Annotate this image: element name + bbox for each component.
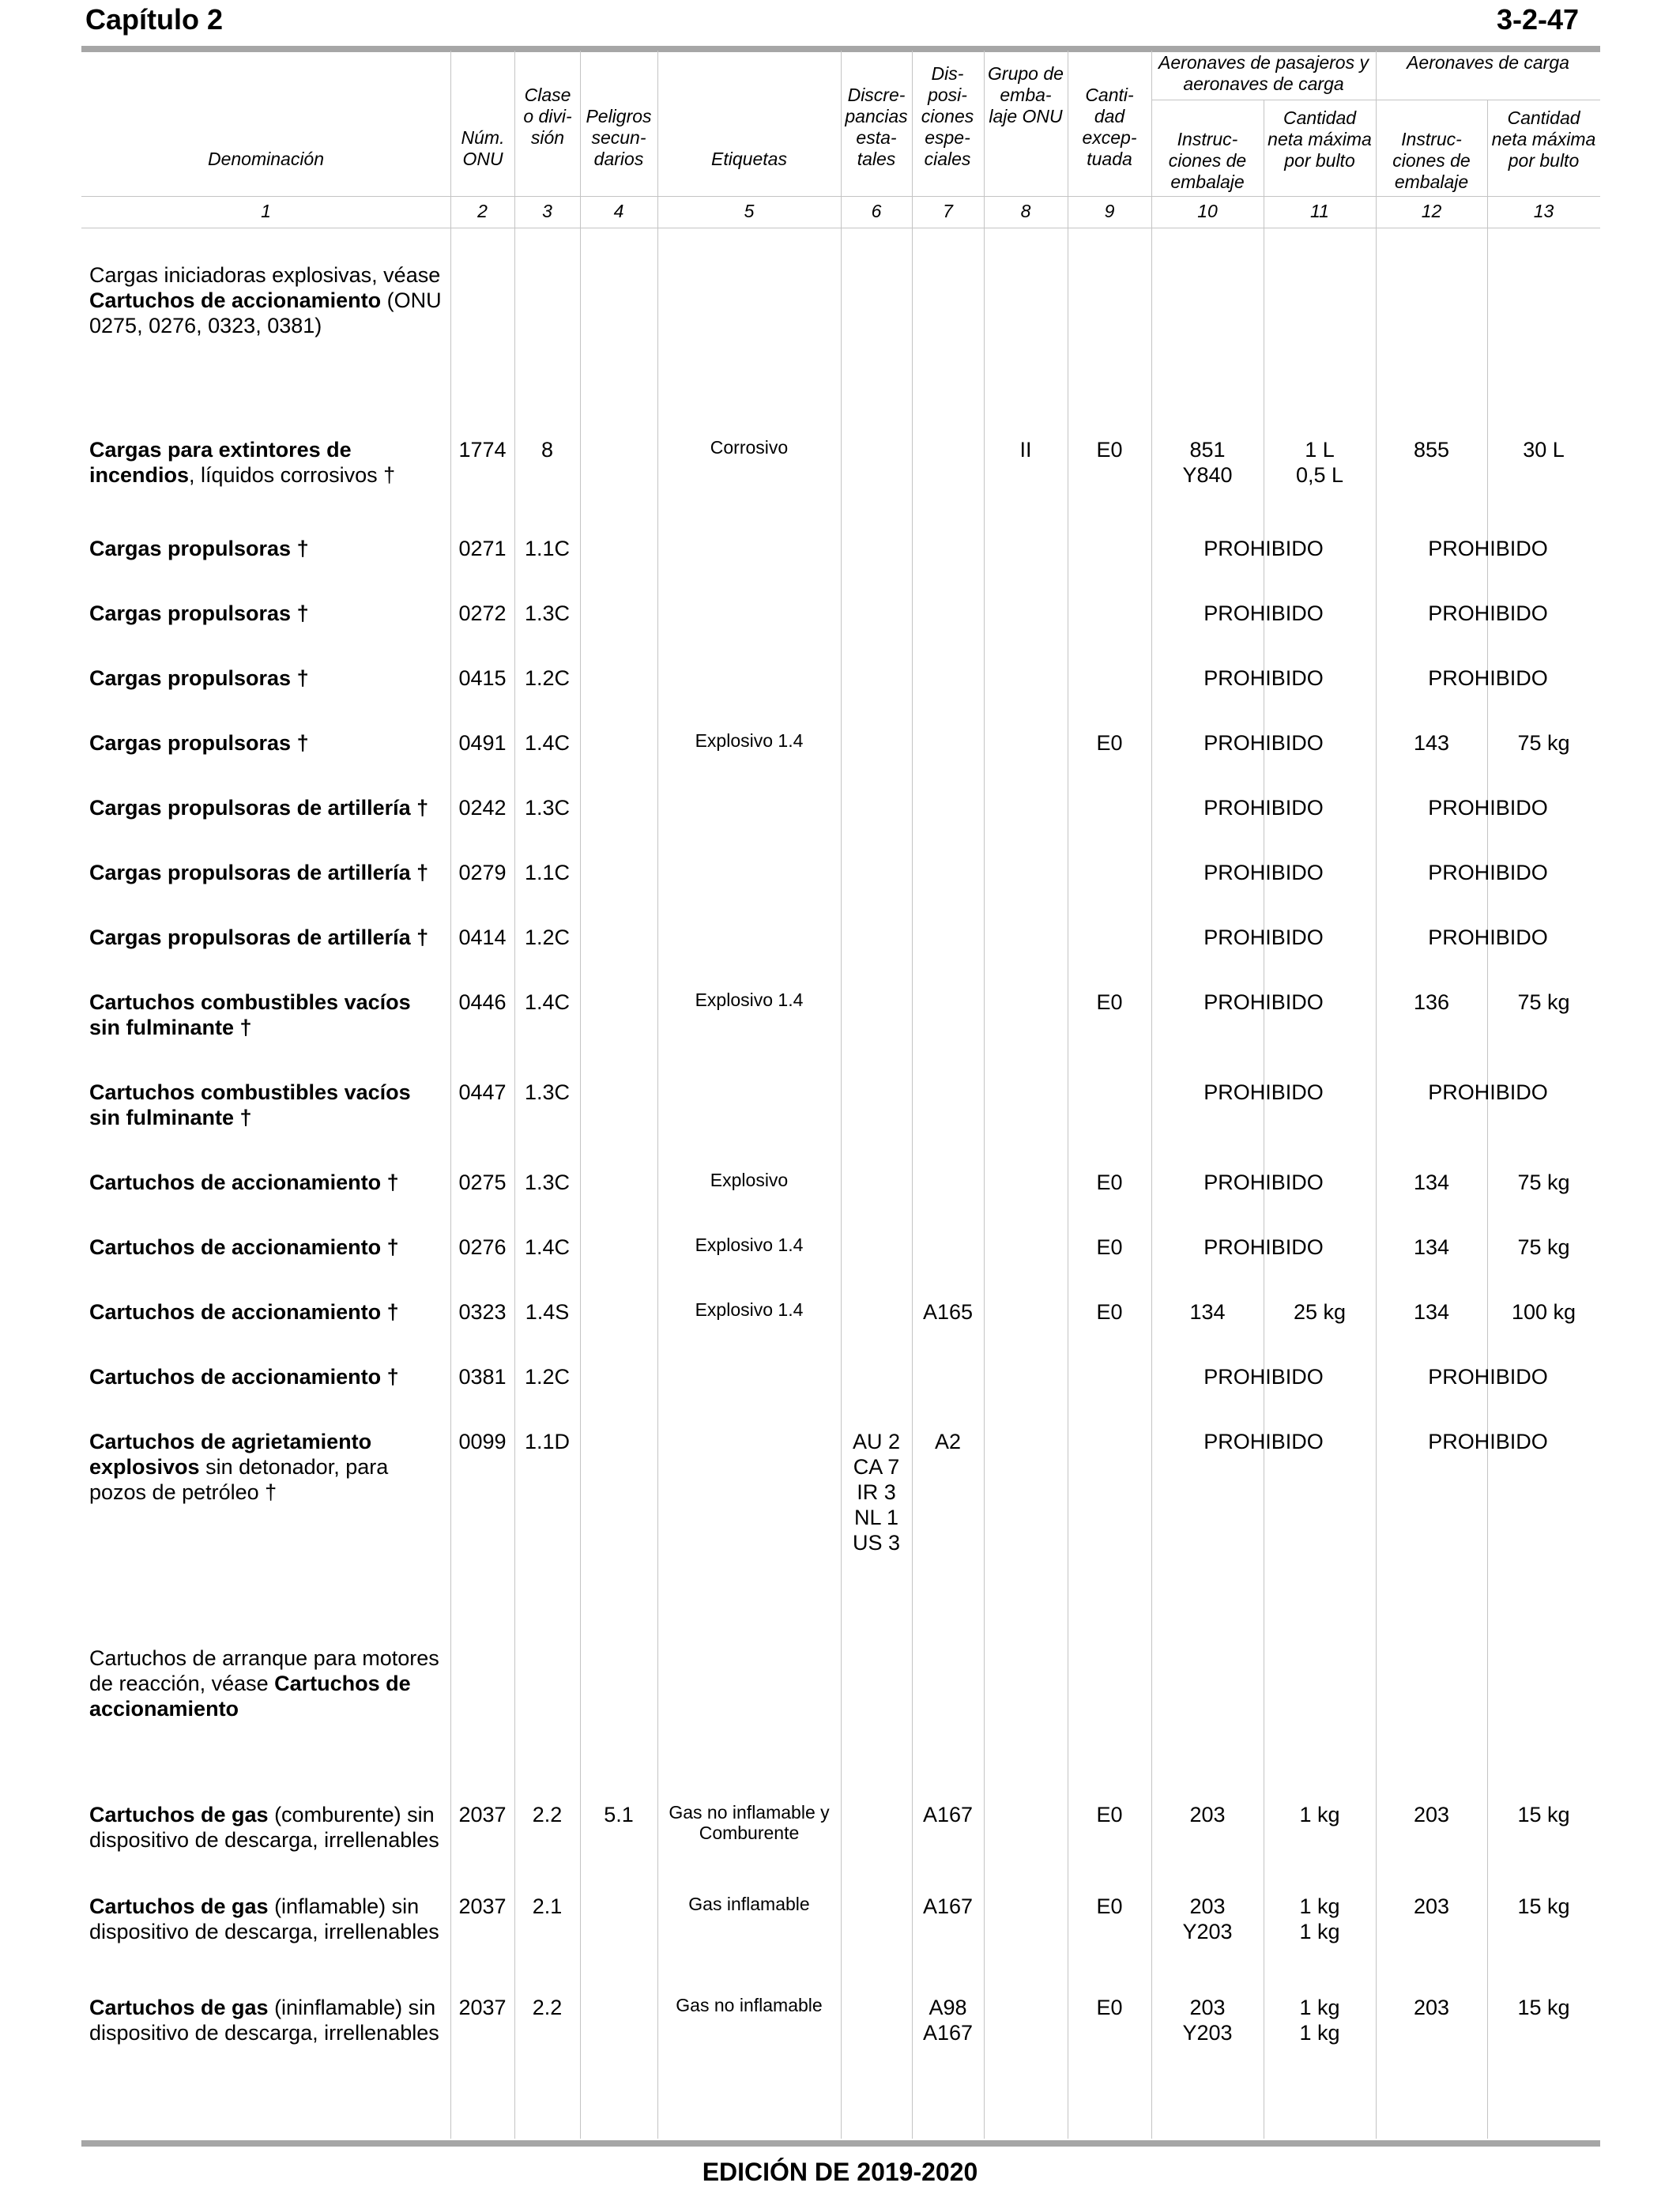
un-number: 0242: [458, 796, 507, 820]
un-number: 0275: [458, 1171, 507, 1194]
excepted-quantity: E0: [1096, 990, 1123, 1014]
pax-forbidden: PROHIBIDO: [1203, 1365, 1324, 1389]
special-provisions: A165: [922, 1300, 974, 1324]
col-header-class: Clase o divi- sión: [523, 85, 572, 148]
name-part: Cargas propulsoras de artillería †: [89, 861, 429, 884]
pax-forbidden: PROHIBIDO: [1203, 861, 1324, 884]
col-number: 13: [1533, 201, 1554, 221]
special-provisions: A167: [922, 1803, 974, 1826]
un-number: 0415: [458, 666, 507, 690]
state-variations: AU 2 CA 7 IR 3 NL 1 US 3: [852, 1430, 901, 1555]
pax-packing-instruction: 203 Y203: [1182, 1894, 1233, 1943]
proper-shipping-name: [89, 1235, 446, 1260]
name-part: Cartuchos de gas: [89, 1803, 269, 1826]
cargo-forbidden: PROHIBIDO: [1428, 796, 1548, 820]
col-header-pax-max-qty: Cantidad neta máxima por bulto: [1268, 107, 1372, 171]
col-number: 3: [542, 201, 552, 221]
cargo-packing-instruction: 855: [1413, 438, 1450, 462]
proper-shipping-name: [89, 437, 446, 488]
class-division: 8: [541, 438, 554, 462]
pax-forbidden: PROHIBIDO: [1203, 666, 1324, 690]
cargo-packing-instruction: 203: [1413, 1803, 1450, 1826]
pax-packing-instruction: 851 Y840: [1182, 438, 1233, 487]
chapter-title: Capítulo 2: [85, 3, 224, 36]
col-header-packing-group: Grupo de emba- laje ONU: [988, 63, 1064, 126]
hazard-label: Gas inflamable: [688, 1894, 810, 1914]
name-part: Cargas propulsoras †: [89, 537, 309, 560]
col-number: 7: [943, 201, 953, 221]
un-number: 1774: [458, 438, 507, 462]
proper-shipping-name: [89, 925, 446, 950]
proper-shipping-name: [89, 1170, 446, 1195]
pax-forbidden: PROHIBIDO: [1203, 731, 1324, 755]
un-number: 0446: [458, 990, 507, 1014]
name-part: Cartuchos de accionamiento: [89, 1672, 411, 1721]
proper-shipping-name: [89, 536, 446, 561]
cargo-max-quantity: 75 kg: [1517, 1171, 1570, 1194]
cargo-packing-instruction: 134: [1413, 1300, 1450, 1324]
excepted-quantity: E0: [1096, 1803, 1123, 1826]
pax-max-quantity: 1 L 0,5 L: [1295, 438, 1344, 487]
class-division: 1.4S: [525, 1300, 570, 1324]
excepted-quantity: E0: [1096, 731, 1123, 755]
pax-forbidden: PROHIBIDO: [1203, 601, 1324, 625]
proper-shipping-name: [89, 601, 446, 626]
proper-shipping-name: [89, 262, 446, 338]
col-number: 9: [1104, 201, 1115, 221]
cargo-max-quantity: 15 kg: [1517, 1803, 1570, 1826]
name-part: sin detonador, para pozos de petróleo †: [89, 1455, 389, 1504]
un-number: 0271: [458, 537, 507, 560]
col-number: 5: [744, 201, 755, 221]
excepted-quantity: E0: [1096, 1300, 1123, 1324]
cargo-packing-instruction: 143: [1413, 731, 1450, 755]
proper-shipping-name: [89, 1646, 446, 1721]
hazard-label: Corrosivo: [710, 437, 789, 458]
excepted-quantity: E0: [1096, 1894, 1123, 1918]
pax-forbidden: PROHIBIDO: [1203, 1080, 1324, 1104]
col-number: 2: [477, 201, 488, 221]
class-division: 1.3C: [524, 1171, 571, 1194]
col-header-excepted-qty: Canti- dad excep- tuada: [1082, 85, 1137, 169]
excepted-quantity: E0: [1096, 1171, 1123, 1194]
un-number: 0272: [458, 601, 507, 625]
name-part: Cartuchos de accionamiento: [89, 288, 382, 312]
proper-shipping-name: [89, 730, 446, 756]
un-number: 0381: [458, 1365, 507, 1389]
cargo-max-quantity: 100 kg: [1511, 1300, 1576, 1324]
excepted-quantity: E0: [1096, 438, 1123, 462]
cargo-packing-instruction: 136: [1413, 990, 1450, 1014]
col-number: 4: [613, 201, 624, 221]
un-number: 2037: [458, 1803, 507, 1826]
name-part: Cartuchos de agrietamiento explosivos: [89, 1430, 372, 1479]
name-part: Cartuchos de arranque para motores de reacción, véase: [89, 1646, 439, 1695]
class-division: 2.2: [532, 1803, 563, 1826]
class-division: 1.4C: [524, 990, 571, 1014]
page-number: 3-2-47: [1496, 3, 1579, 36]
pax-forbidden: PROHIBIDO: [1203, 1171, 1324, 1194]
proper-shipping-name: [89, 1080, 446, 1130]
name-part: Cargas para extintores de incendios: [89, 438, 352, 487]
col-header-labels: Etiquetas: [711, 149, 787, 169]
cargo-max-quantity: 30 L: [1523, 438, 1565, 462]
col-header-cargo-aircraft: Aeronaves de carga: [1407, 52, 1569, 73]
proper-shipping-name: [89, 860, 446, 885]
class-division: 2.1: [532, 1894, 563, 1918]
class-division: 1.2C: [524, 925, 571, 949]
col-header-variations: Discre- pancias esta- tales: [845, 85, 908, 169]
col-header-un: Núm. ONU: [461, 127, 505, 169]
un-number: 0323: [458, 1300, 507, 1324]
col-number: 1: [261, 201, 271, 221]
pax-forbidden: PROHIBIDO: [1203, 990, 1324, 1014]
cargo-forbidden: PROHIBIDO: [1428, 1430, 1548, 1453]
name-part: Cargas propulsoras †: [89, 731, 309, 755]
col-header-subsidiary: Peligros secun- darios: [586, 106, 652, 169]
cargo-packing-instruction: 203: [1413, 1894, 1450, 1918]
cargo-packing-instruction: 134: [1413, 1235, 1450, 1259]
special-provisions: A98 A167: [922, 1996, 974, 2045]
excepted-quantity: E0: [1096, 1996, 1123, 2019]
proper-shipping-name: [89, 1429, 446, 1505]
col-header-passenger-aircraft: Aeronaves de pasajeros y aeronaves de carga: [1158, 52, 1369, 94]
class-division: 1.3C: [524, 601, 571, 625]
class-division: 1.4C: [524, 1235, 571, 1259]
cargo-forbidden: PROHIBIDO: [1428, 1080, 1548, 1104]
cargo-packing-instruction: 134: [1413, 1171, 1450, 1194]
pax-max-quantity: 1 kg 1 kg: [1299, 1894, 1340, 1943]
cargo-max-quantity: 15 kg: [1517, 1996, 1570, 2019]
un-number: 0279: [458, 861, 507, 884]
class-division: 1.1C: [524, 537, 571, 560]
special-provisions: A167: [922, 1894, 974, 1918]
class-division: 1.1C: [524, 861, 571, 884]
pax-forbidden: PROHIBIDO: [1203, 537, 1324, 560]
name-part: Cargas propulsoras †: [89, 601, 309, 625]
proper-shipping-name: [89, 665, 446, 691]
un-number: 0447: [458, 1080, 507, 1104]
class-division: 2.2: [532, 1996, 563, 2019]
header-divider: [81, 196, 1600, 197]
col-number: 11: [1310, 201, 1329, 221]
cargo-forbidden: PROHIBIDO: [1428, 1365, 1548, 1389]
proper-shipping-name: [89, 1364, 446, 1389]
name-part: , líquidos corrosivos †: [189, 463, 396, 487]
hazard-label: Gas no inflamable: [676, 1995, 823, 2015]
col-header-special-provisions: Dis- posi- ciones espe- ciales: [921, 63, 974, 169]
col-number: 12: [1421, 201, 1442, 221]
pax-max-quantity: 1 kg: [1299, 1803, 1340, 1826]
col-header-cargo-max-qty: Cantidad neta máxima por bulto: [1491, 107, 1596, 171]
class-division: 1.2C: [524, 666, 571, 690]
col-header-cargo-packing-instr: Instruc- ciones de embalaje: [1392, 129, 1471, 192]
un-number: 0414: [458, 925, 507, 949]
column-divider: [1487, 100, 1488, 2139]
class-division: 1.2C: [524, 1365, 571, 1389]
col-number: 10: [1197, 201, 1218, 221]
cargo-max-quantity: 75 kg: [1517, 990, 1570, 1014]
pax-packing-instruction: 134: [1189, 1300, 1226, 1324]
pax-forbidden: PROHIBIDO: [1203, 1430, 1324, 1453]
proper-shipping-name: [89, 1995, 446, 2045]
edition-footer: EDICIÓN DE 2019-2020: [702, 2158, 978, 2186]
cargo-max-quantity: 15 kg: [1517, 1894, 1570, 1918]
un-number: 0276: [458, 1235, 507, 1259]
name-part: Cartuchos combustibles vacíos sin fulminante †: [89, 1080, 411, 1129]
name-part: (comburente) sin dispositivo de descarga, irrellenables: [89, 1803, 439, 1852]
excepted-quantity: E0: [1096, 1235, 1123, 1259]
cargo-forbidden: PROHIBIDO: [1428, 925, 1548, 949]
name-part: Cargas propulsoras de artillería †: [89, 925, 429, 949]
name-part: Cargas iniciadoras explosivas, véase: [89, 263, 441, 287]
subsidiary-hazard: 5.1: [604, 1803, 634, 1826]
pax-max-quantity: 25 kg: [1293, 1300, 1347, 1324]
hazard-label: Gas no inflamable y Comburente: [669, 1802, 830, 1843]
name-part: Cartuchos de accionamiento †: [89, 1300, 399, 1324]
proper-shipping-name: [89, 1299, 446, 1325]
col-number: 6: [871, 201, 882, 221]
cargo-packing-instruction: 203: [1413, 1996, 1450, 2019]
un-number: 2037: [458, 1996, 507, 2019]
name-part: Cartuchos combustibles vacíos sin fulminante †: [89, 990, 411, 1039]
hazard-label: Explosivo 1.4: [695, 1235, 804, 1255]
cargo-forbidden: PROHIBIDO: [1428, 601, 1548, 625]
proper-shipping-name: [89, 1894, 446, 1944]
bottom-rule: [81, 2140, 1600, 2147]
class-division: 1.3C: [524, 1080, 571, 1104]
cargo-max-quantity: 75 kg: [1517, 731, 1570, 755]
name-part: (ininflamable) sin dispositivo de descarga, irrellenables: [89, 1996, 439, 2045]
name-part: Cartuchos de accionamiento †: [89, 1365, 399, 1389]
name-part: Cartuchos de accionamiento †: [89, 1171, 399, 1194]
pax-packing-instruction: 203 Y203: [1182, 1996, 1233, 2045]
col-header-pax-packing-instr: Instruc- ciones de embalaje: [1168, 129, 1247, 192]
pax-forbidden: PROHIBIDO: [1203, 1235, 1324, 1259]
class-division: 1.1D: [524, 1430, 571, 1453]
col-number: 8: [1020, 201, 1031, 221]
col-header-name: Denominación: [207, 149, 325, 169]
special-provisions: A2: [934, 1430, 962, 1453]
un-number: 0491: [458, 731, 507, 755]
cargo-forbidden: PROHIBIDO: [1428, 861, 1548, 884]
cargo-forbidden: PROHIBIDO: [1428, 666, 1548, 690]
name-part: Cartuchos de accionamiento †: [89, 1235, 399, 1259]
name-part: Cartuchos de gas: [89, 1996, 269, 2019]
pax-max-quantity: 1 kg 1 kg: [1299, 1996, 1340, 2045]
name-part: Cargas propulsoras de artillería †: [89, 796, 429, 820]
class-division: 1.3C: [524, 796, 571, 820]
un-number: 0099: [458, 1430, 507, 1453]
packing-group: II: [1019, 438, 1032, 462]
pax-forbidden: PROHIBIDO: [1203, 925, 1324, 949]
name-part: (inflamable) sin dispositivo de descarga, irrellenables: [89, 1894, 439, 1943]
proper-shipping-name: [89, 1802, 446, 1853]
name-part: Cargas propulsoras †: [89, 666, 309, 690]
cargo-max-quantity: 75 kg: [1517, 1235, 1570, 1259]
class-division: 1.4C: [524, 731, 571, 755]
proper-shipping-name: [89, 990, 446, 1040]
proper-shipping-name: [89, 795, 446, 820]
cargo-forbidden: PROHIBIDO: [1428, 537, 1548, 560]
pax-forbidden: PROHIBIDO: [1203, 796, 1324, 820]
name-part: Cartuchos de gas: [89, 1894, 269, 1918]
hazard-label: Explosivo: [710, 1170, 789, 1190]
hazard-label: Explosivo 1.4: [695, 730, 804, 751]
hazard-label: Explosivo 1.4: [695, 990, 804, 1010]
pax-packing-instruction: 203: [1189, 1803, 1226, 1826]
un-number: 2037: [458, 1894, 507, 1918]
column-divider: [984, 51, 985, 2139]
hazard-label: Explosivo 1.4: [695, 1299, 804, 1320]
column-divider: [841, 51, 842, 2139]
name-part: (ONU 0275, 0276, 0323, 0381): [89, 288, 442, 337]
